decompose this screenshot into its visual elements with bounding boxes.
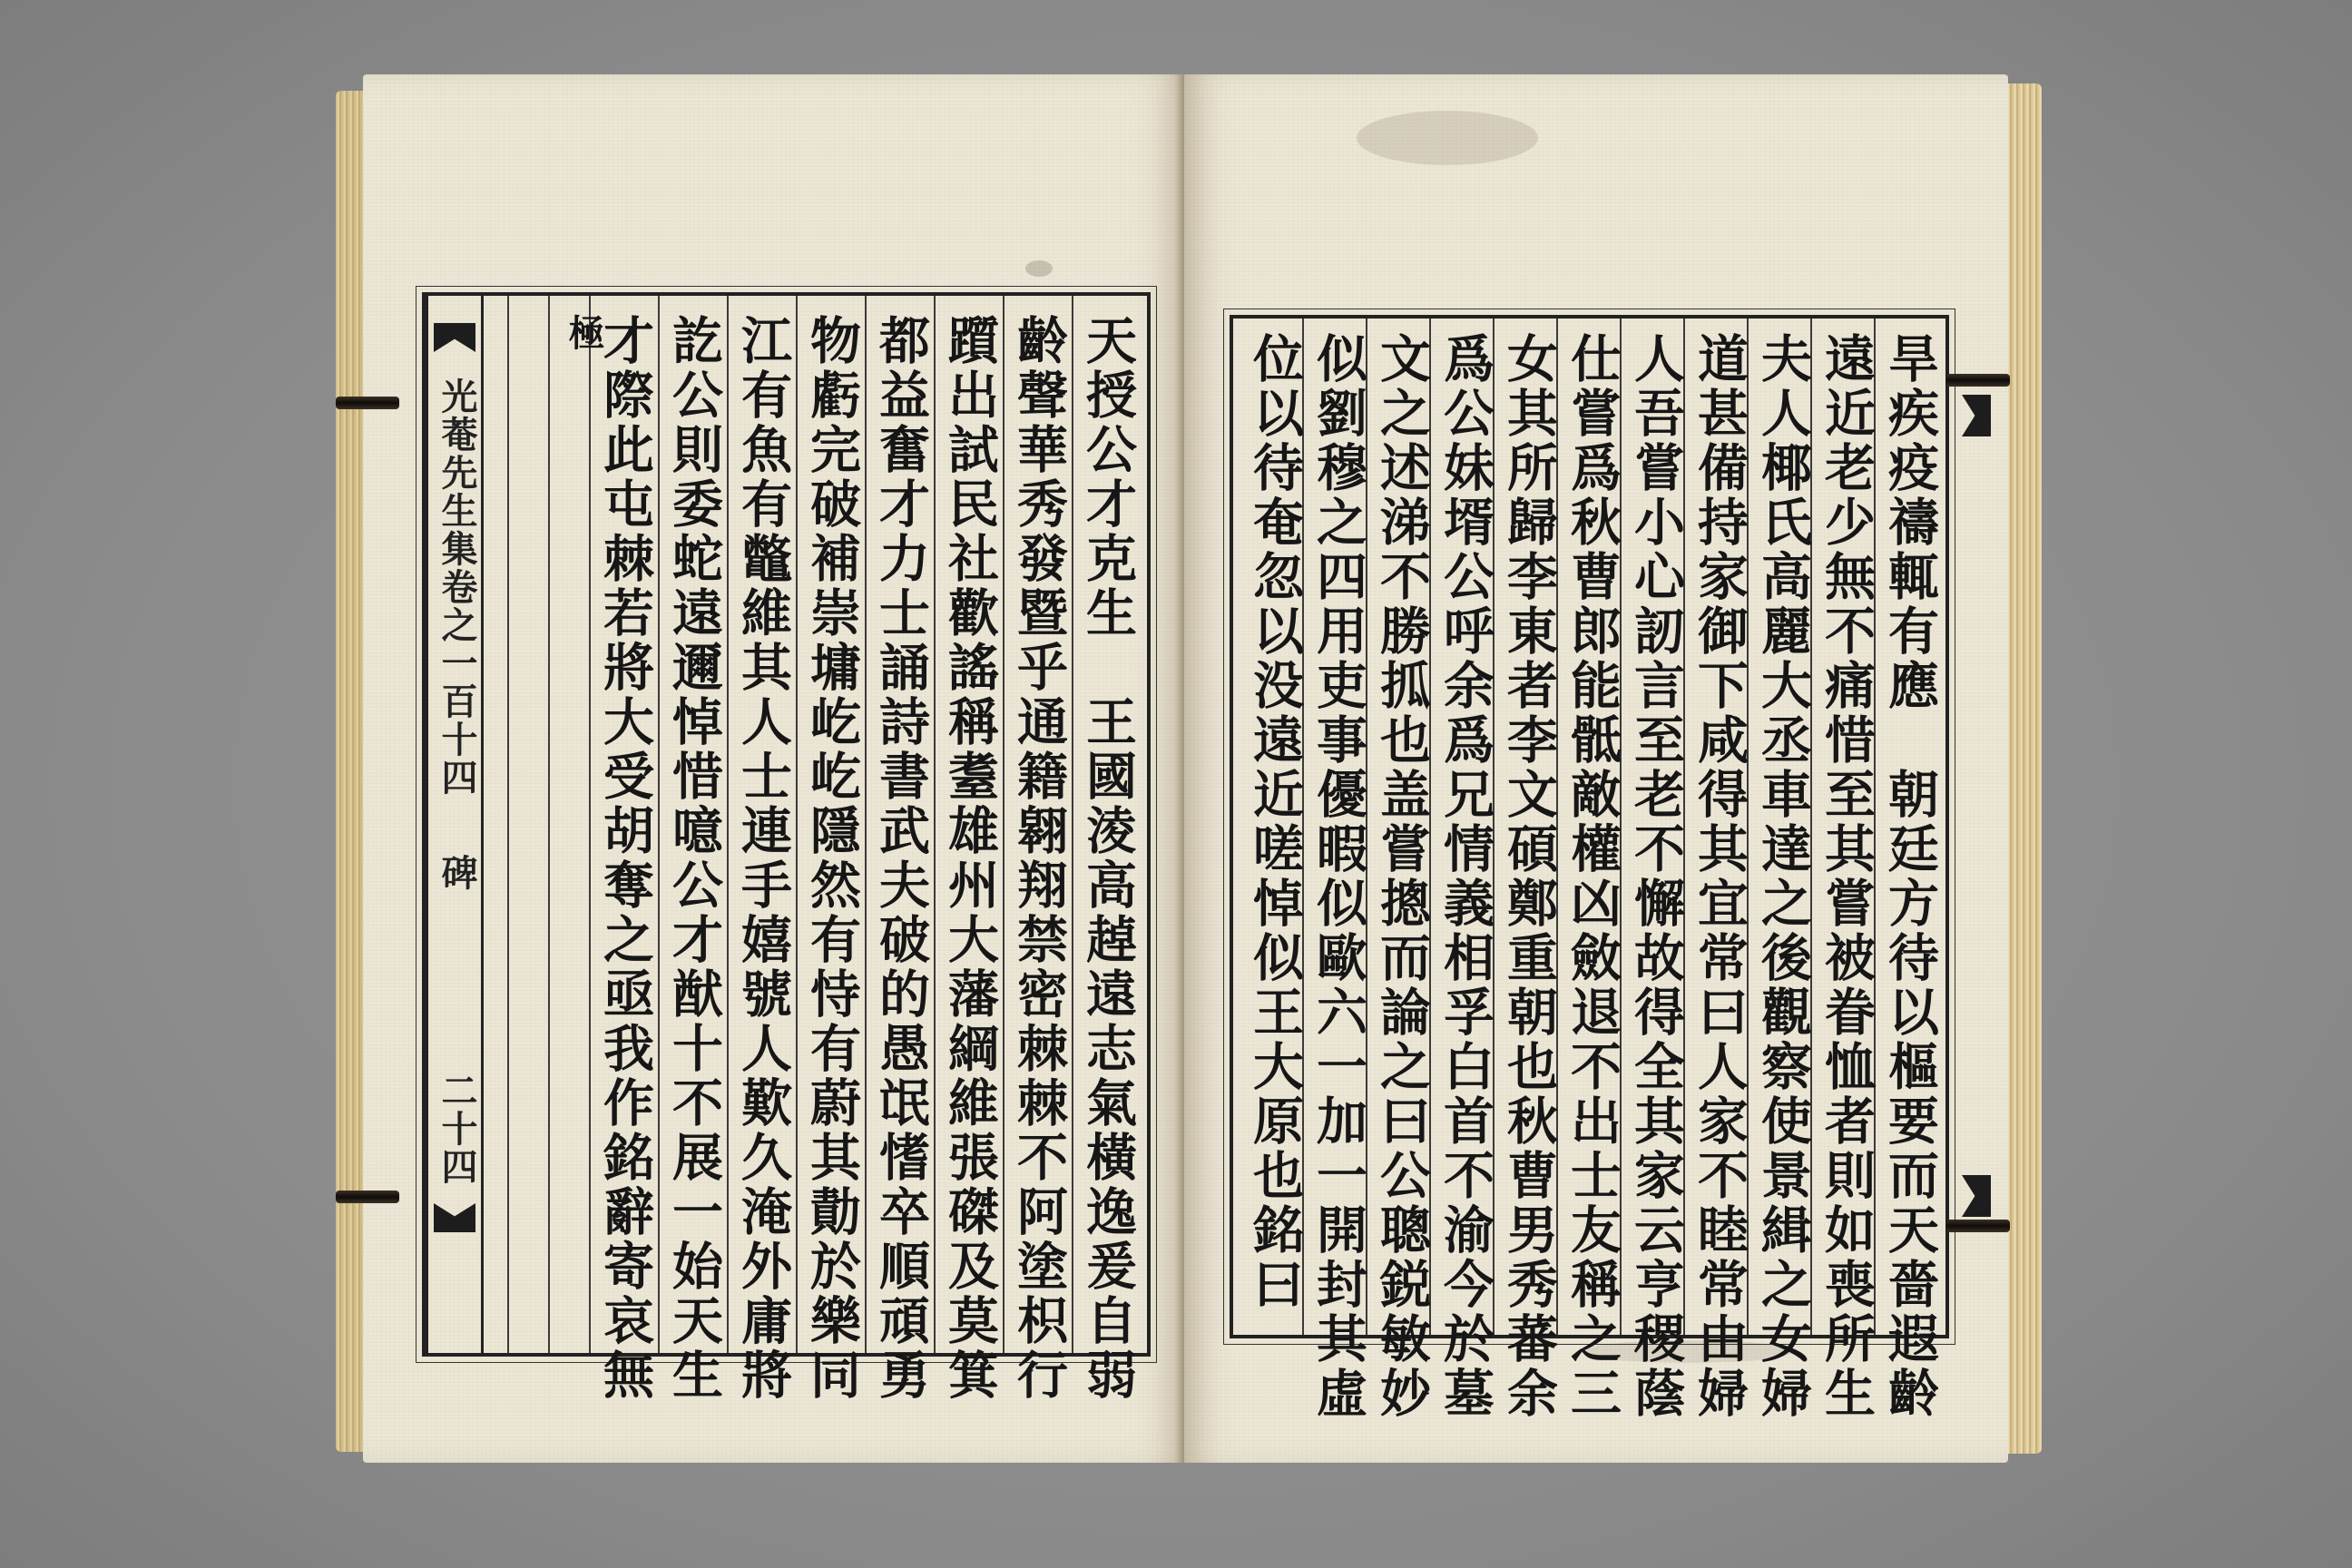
open-book: [336, 74, 2042, 1472]
centre-section: 碑: [436, 854, 478, 892]
column-rule: [658, 296, 660, 1353]
text-column-2: 遠近老少無不痛惜至其嘗被眷恤者則如喪所生: [1817, 332, 1877, 1421]
right-fishtail-icon: [1962, 1175, 1991, 1217]
text-column-7: 訖公則委蛇遠邇悼惜噫公才猷十不展一始天生: [664, 314, 724, 1403]
column-rule: [796, 296, 798, 1353]
column-rule: [589, 296, 591, 1353]
text-column-2: 齡聲華秀發暨乎通籍翱翔禁密棘棘不阿塗枳行: [1009, 314, 1069, 1403]
column-rule: [727, 296, 729, 1353]
text-column-3: 躓出試民社歡謠稱耋雄州大藩綱維張磔及莫箕: [940, 314, 1000, 1403]
text-column-3: 夫人椰氏高麗大丞車達之後觀察使景緝之女婦: [1753, 332, 1813, 1421]
text-column-1: 天授公才克生 王國淩高趠遠志氣橫逸爰自弱: [1078, 314, 1138, 1403]
binding-thread: [1946, 1220, 2010, 1232]
text-column-7: 女其所歸李東者李文碩鄭重朝也秋曹男秀蕃余: [1499, 332, 1559, 1421]
text-column-4: 都益奮才力士誦詩書武夫破的愚氓愭卒順頑勇: [871, 314, 931, 1403]
text-column-8: 才際此屯棘若將大受胡奪之亟我作銘辭寄哀無: [595, 314, 655, 1403]
column-rule: [548, 296, 550, 1353]
page-smudge: [1357, 111, 1538, 165]
centre-heading: 光菴先生集卷之一百十四: [436, 377, 478, 797]
column-rule: [507, 296, 509, 1353]
right-page: [1184, 74, 2008, 1463]
text-column-6: 仕嘗爲秋曹郎能骶敵權凶斂退不出士友稱之三: [1563, 332, 1622, 1421]
text-column-11: 位以待奄忽以没遠近嗟悼似王大原也銘曰: [1245, 332, 1305, 1312]
left-page-frame: [422, 292, 1151, 1403]
centre-block: [426, 296, 484, 1353]
lower-fishtail-icon: [434, 1203, 475, 1232]
text-column-4: 道甚備持家御下咸得其宜常曰人家不睦常由婦: [1690, 332, 1749, 1421]
centre-folio: 二十四: [436, 1072, 478, 1186]
binding-thread: [1946, 374, 2010, 387]
left-page: [363, 74, 1184, 1463]
column-rule: [1072, 296, 1073, 1353]
right-page-frame: [1230, 315, 1949, 1421]
text-column-8: 爲公妹壻公呼余爲兄情義相孚白首不渝今於墓: [1436, 332, 1495, 1421]
text-column-1: 旱疾疫禱輒有應 朝廷方待以樞要而天嗇遐齡: [1880, 332, 1940, 1421]
upper-fishtail-icon: [434, 323, 475, 352]
ink-stain: [1025, 260, 1053, 277]
text-column-9: 極: [563, 314, 605, 354]
binding-thread: [336, 1191, 399, 1203]
column-rule: [865, 296, 867, 1353]
column-rule: [934, 296, 936, 1353]
text-column-6: 江有魚有鼈維其人士連手嬉號人歎久淹外庸將: [733, 314, 793, 1403]
right-fishtail-icon: [1962, 395, 1991, 436]
binding-thread: [336, 397, 399, 409]
text-column-5: 物虧完破補崇墉屹屹隱然有恃有蔚其勣於樂同: [802, 314, 862, 1403]
column-rule: [1003, 296, 1004, 1353]
text-column-5: 人吾嘗小心訒言至老不懈故得全其家云亨稷蔭: [1626, 332, 1686, 1421]
text-column-10: 似劉穆之四用吏事優暇似歐六一加一開封其虛: [1308, 332, 1368, 1421]
text-column-9: 文之述涕不勝㧓也盖嘗摠而論之曰公聰鋭敏妙: [1372, 332, 1432, 1421]
